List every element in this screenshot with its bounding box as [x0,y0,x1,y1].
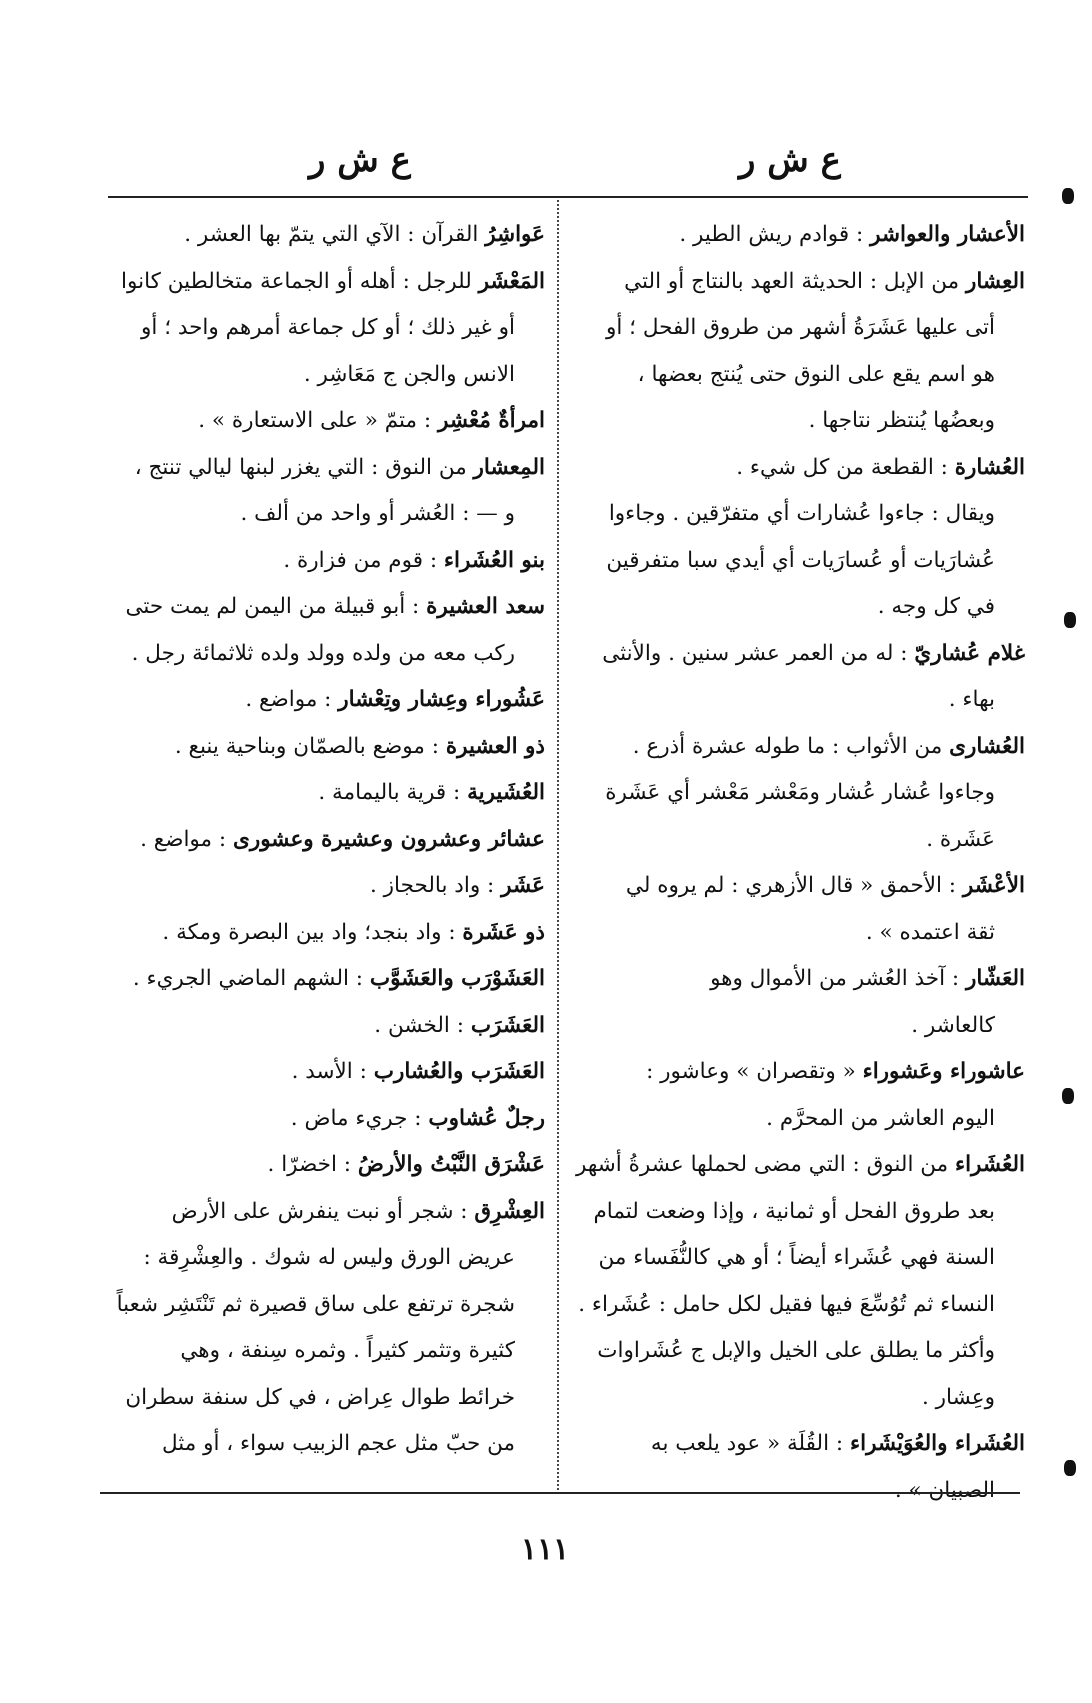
entry-line [110,1328,545,1375]
entry-term: العَشَرَب [470,1012,545,1038]
entry-text: : آخذ العُشر من الأموال وهو [710,966,966,991]
entry-term: العُشَيرية [467,780,545,805]
header-root-right: ع ش ر [739,140,841,180]
entry-line [575,1282,1025,1329]
entry-text: : جريء ماض . [290,1105,429,1131]
dictionary-entry [110,910,545,957]
entry-text: أتى عليها عَشَرَةُ أشهر من طروق الفحل ؛ أو [605,315,995,340]
entry-text: بعد طروق الفحل أو ثمانية ، وإذا وضعت لتمام [593,1198,995,1224]
dictionary-entry [110,1003,545,1050]
entry-line [575,956,1025,1003]
entry-text: شجرة ترتفع على ساق قصيرة ثم تَنْتَشِر شعباً [116,1291,515,1317]
margin-mark [1064,612,1076,628]
entry-line [110,863,545,910]
entry-line [575,1096,1025,1143]
entry-line [575,1328,1025,1375]
dictionary-entry [575,631,1025,724]
dictionary-entry [575,724,1025,864]
dictionary-entry [110,817,545,864]
dictionary-entry [110,212,545,259]
entry-text: : الأحمق « قال الأزهري : لم يروه لي [625,873,963,898]
entry-term: امرأةٌ مُعْشِر [437,408,545,433]
dictionary-entry [110,1096,545,1143]
dictionary-entry [110,677,545,724]
entry-line [575,863,1025,910]
entry-line [575,1468,1025,1515]
entry-line [110,1003,545,1050]
dictionary-entry [110,259,545,399]
dictionary-entry [575,1142,1025,1421]
dictionary-entry [575,445,1025,631]
dictionary-entry [110,398,545,445]
entry-text: وجاءوا عُشار عُشار ومَعْشر مَعْشر أي عَشَرة [605,780,995,805]
entry-text: عريض الورق وليس له شوك . والعِشْرِقة : [143,1245,515,1270]
page-number: ١١١ [520,1532,570,1567]
entry-line [575,724,1025,771]
entry-text: : الخشن . [374,1012,471,1038]
entry-term: عَشْرَق النَّبْتُ والأرضُ [357,1152,545,1177]
entry-text: وأكثر ما يطلق على الخيل والإبل ج عُشَراوات [597,1338,995,1363]
entry-line [575,1003,1025,1050]
bottom-rule [100,1492,1020,1494]
entry-text: : موضع بالصمّان وبناحية ينبع . [174,733,446,759]
entry-line [110,770,545,817]
entry-line [575,398,1025,445]
dictionary-entry [110,863,545,910]
entry-line [110,677,545,724]
entry-text: من حبّ مثل عجم الزبيب سواء ، أو مثل [161,1431,515,1456]
entry-text: كثيرة وتثمر كثيراً . وثمره سِنفة ، وهي [180,1338,515,1363]
entry-text: : القُلَة « عود يلعب به [650,1431,850,1456]
entry-term: الأعشار والعواشر [870,222,1025,247]
entry-term: العِشْرِق [474,1198,545,1224]
entry-term: رجلٌ عُشاوب [428,1105,545,1131]
dictionary-entry [110,724,545,771]
header-root-left: ع ش ر [309,140,411,180]
entry-text: السنة فهي عُشَراء أيضاً ؛ أو هي كالنُّفَساء من [598,1245,995,1270]
entry-line [110,212,545,259]
dictionary-entry [575,956,1025,1049]
entry-term: العَشَرَب والعُشارب [373,1059,545,1084]
entry-line [575,631,1025,678]
entry-line [575,1375,1025,1422]
dictionary-entry [110,1142,545,1189]
dictionary-entry [110,956,545,1003]
entry-line [110,352,545,399]
entry-text: وبعضُها يُنتظر نتاجها . [808,408,995,433]
entry-line [575,352,1025,399]
entry-line [575,212,1025,259]
right-column [575,212,1025,1514]
entry-line [110,724,545,771]
entry-text: النساء ثم تُوُسِّعَ فيها فقيل لكل حامل : عُشَراء . [578,1291,995,1317]
margin-mark [1064,1460,1076,1476]
entry-text: : اخضرّا . [267,1152,358,1177]
entry-text: كالعاشر . [911,1012,995,1038]
entry-text: و — : العُشر أو واحد من ألف . [240,501,515,526]
entry-text: : الأسد . [291,1059,374,1084]
entry-term: العُشارة [954,454,1025,480]
entry-line [575,584,1025,631]
entry-line [575,491,1025,538]
entry-text: الصبيان » . [894,1477,995,1503]
entry-text: للرجل : أهله أو الجماعة متخالطين كانوا [121,268,479,294]
entry-line [575,259,1025,306]
entry-line [110,259,545,306]
entry-line [110,1235,545,1282]
dictionary-entry [110,538,545,585]
entry-text: من النوق : التي مضى لحملها عشرةُ أشهر [576,1152,955,1177]
entry-term: عاشوراء وعَشوراء [862,1059,1025,1084]
entry-text: وعِشار . [922,1384,995,1410]
entry-text: : مواضع . [140,826,233,852]
dictionary-entry [110,770,545,817]
entry-text: ركب معه من ولده وولد ولده ثلاثمائة رجل . [131,640,515,666]
entry-line [110,305,545,352]
entry-line [110,817,545,864]
entry-term: عَواشِرُ [485,222,545,247]
dictionary-entry [575,863,1025,956]
entry-term: سعد العشيرة [426,594,545,619]
entry-text: ويقال : جاءوا عُشارات أي متفرّقين . وجاءوا [608,501,995,526]
entry-line [575,677,1025,724]
entry-text: : قرية باليمامة . [318,780,468,805]
entry-line [575,1235,1025,1282]
entry-line [575,538,1025,585]
entry-text: : قوم من فزارة . [283,547,444,573]
margin-mark [1062,188,1074,204]
entry-text: بهاء . [948,687,995,712]
entry-line [575,445,1025,492]
entry-line [110,491,545,538]
entry-text: عَشَرة . [926,826,995,852]
entry-line [110,1375,545,1422]
entry-text: خرائط طوال عِراض ، في كل سنفة سطران [125,1384,515,1410]
entry-line [110,445,545,492]
entry-text: من الإبل : الحديثة العهد بالنتاج أو التي [624,268,966,294]
entry-line [110,398,545,445]
entry-term: العِشار [965,268,1025,294]
entry-line [575,1142,1025,1189]
entry-line [110,1049,545,1096]
dictionary-entry [110,1189,545,1468]
entry-line [110,1282,545,1329]
entry-term: العُشارى [949,733,1025,759]
entry-text: : شجر أو نبت ينفرش على الأرض [171,1198,475,1224]
entry-term: العُشَراء [954,1152,1025,1177]
entry-line [575,770,1025,817]
entry-line [110,956,545,1003]
dictionary-entry [110,445,545,538]
top-rule [108,196,1028,198]
entry-text: « وتقصران » وعاشور : [646,1059,863,1084]
entry-line [110,1421,545,1468]
entry-term: العَشّار [965,966,1025,991]
entry-line [110,584,545,631]
column-divider [557,200,559,1490]
dictionary-entry [575,212,1025,259]
entry-text: في كل وجه . [877,594,995,619]
entry-term: بنو العُشَراء [443,547,545,573]
dictionary-entry [575,1049,1025,1142]
entry-term: المَعْشَر [478,268,545,294]
dictionary-entry [110,584,545,677]
entry-term: عَشَر [501,873,545,898]
entry-text: : مواضع . [245,687,339,712]
entry-term: عَشُوراء وعِشار وتِعْشار [338,687,545,712]
entry-term: المِعشار [473,454,545,480]
entry-term: عشائر وعشرون وعشيرة وعشورى [232,826,545,852]
dictionary-entry [575,1421,1025,1514]
entry-text: من النوق : التي يغزر لبنها ليالي تنتج ، [134,454,474,480]
entry-line [110,1142,545,1189]
entry-text: القرآن : الآي التي يتمّ بها العشر . [184,222,486,247]
entry-line [110,631,545,678]
dictionary-entry [110,1049,545,1096]
entry-text: : واد بنجد؛ واد بين البصرة ومكة . [162,919,463,945]
entry-text: الانس والجن ج مَعَاشِر . [303,361,515,387]
entry-text: عُشارَيات أو عُسارَيات أي أيدي سبا متفرقين [606,547,995,573]
margin-mark [1062,1088,1074,1104]
entry-line [110,910,545,957]
entry-line [575,1049,1025,1096]
entry-line [575,305,1025,352]
entry-term: غلام عُشاريّ [914,640,1025,666]
left-column [110,212,545,1468]
entry-text: : له من العمر عشر سنين . والأنثى [602,640,915,666]
entry-text: اليوم العاشر من المحرَّم . [766,1105,995,1131]
entry-text: : الشهم الماضي الجريء . [132,966,370,991]
entry-term: العَشَوْرَب والعَشَوَّب [369,966,545,991]
entry-line [110,1096,545,1143]
entry-text: ثقة اعتمده » . [865,919,995,945]
entry-term: ذو عَشَرة [462,919,545,945]
entry-line [575,1189,1025,1236]
entry-term: ذو العشيرة [445,733,545,759]
entry-text: أو غير ذلك ؛ أو كل جماعة أمرهم واحد ؛ أو [141,315,515,340]
entry-term: الأعْشَر [962,873,1025,898]
entry-text: : أبو قبيلة من اليمن لم يمت حتى [125,594,427,619]
entry-text: : واد بالحجاز . [370,873,502,898]
entry-text: من الأثواب : ما طوله عشرة أذرع . [632,733,950,759]
entry-line [575,817,1025,864]
entry-line [110,538,545,585]
entry-term: العُشَراء والعُوَيْشَراء [849,1431,1025,1456]
entry-line [110,1189,545,1236]
dictionary-entry [575,259,1025,445]
entry-text: : قوادم ريش الطير . [679,222,871,247]
entry-line [575,910,1025,957]
entry-text: : متمّ « على الاستعارة » . [198,408,438,433]
entry-line [575,1421,1025,1468]
entry-text: هو اسم يقع على النوق حتى يُنتج بعضها ، [637,361,995,387]
entry-text: : القطعة من كل شيء . [736,454,955,480]
